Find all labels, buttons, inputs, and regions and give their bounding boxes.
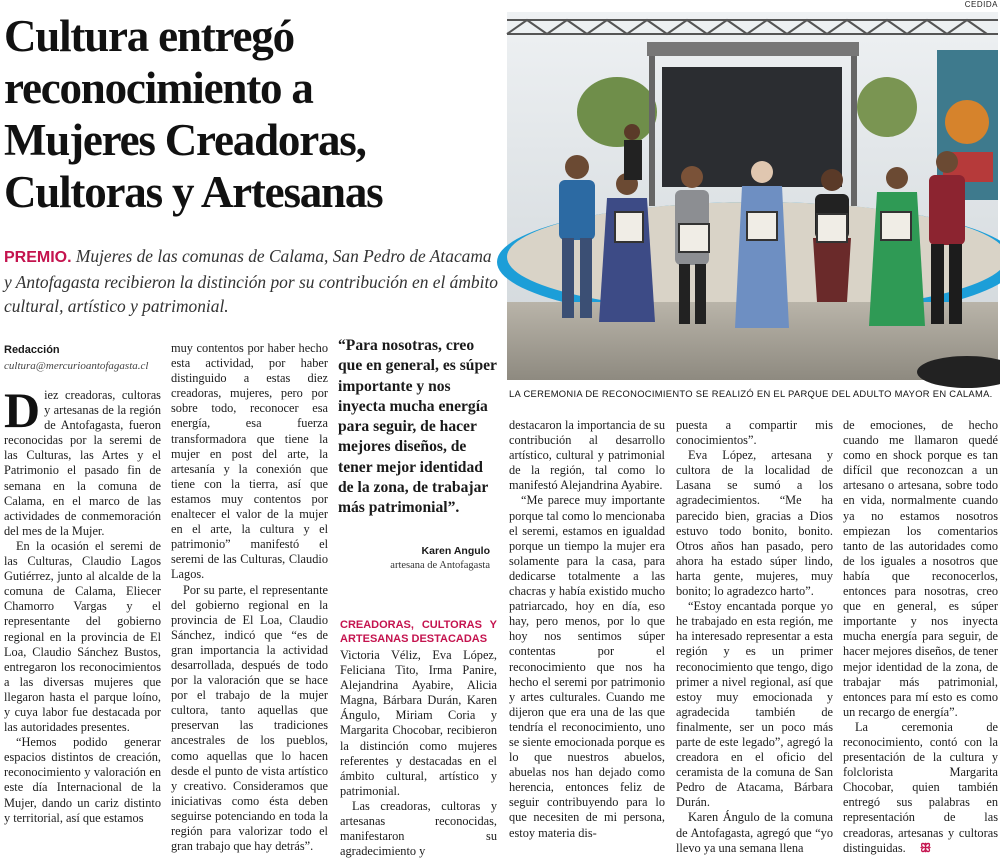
ceremony-photo xyxy=(507,12,998,380)
deck-text: Mujeres de las comunas de Calama, San Pedro de Atacama y Antofagasta recibieron la distinción por su contribución en el ámbito cultural, artístico y patrimonial. xyxy=(4,246,498,316)
column-1 xyxy=(4,382,161,826)
photo-caption: LA CEREMONIA DE RECONOCIMIENTO SE REALIZÓ EN EL PARQUE DEL ADULTO MAYOR EN CALAMA. xyxy=(509,388,993,399)
paragraph: destacaron la importancia de su contribución al desarrollo artístico, cultural y patrimonial de la región, tal como lo manifestó Alejandrina Ayabire. xyxy=(509,418,665,493)
paragraph: de emociones, de hecho cuando me llamaron quedé como en shock porque es tan difícil que reconozcan a un artesano o artesana, sobre todo en vida, normalmente cuando ya no estamos nosotros empiezan los comentarios tanto de las autoridades como de los iguales a nosotros que había que reconocerlos, entonces para nosotras, creo que en general, es súper importante y nos inyecta mucha energía para seguir, de hacer mejores diseños, de tener mejor identidad de la zona, de trabajar más patrimonial, entonces para mí esto es como un recargo de energía”. xyxy=(843,418,998,719)
column-6 xyxy=(843,418,998,856)
paragraph: Victoria Véliz, Eva López, Feliciana Tito, Irma Panire, Alejandrina Ayabire, Alicia Magna, Bárbara Durán, Karen Ángulo, Miriam Coria y Margarita Chocobar, recibieron la distinción como mujeres referentes y destacadas en el ámbito cultural, artístico y patrimonial. xyxy=(340,648,497,798)
paragraph: Por su parte, el representante del gobierno regional en la provincia de El Loa, Claudio Sánchez, indicó que “es de gran importancia la actividad desarrollada, después de todo por la valoración que se hace por el trabajo de la mujer cultora, tanto aquellas que preservan las tradiciones ancestrales de los pueblos, como aquellas que lo hacen desde el punto de vista artístico y creativo. Consideramos que iniciativas como ésta deben seguirse potenciando en toda la región para valorizar todo el gran trabajo que hay detrás”. xyxy=(171,582,328,854)
paragraph: En la ocasión el seremi de las Culturas, Claudio Lagos Gutiérrez, junto al alcalde de la comuna de Calama, Eliecer Chamorro Vargas y el representante del gobierno regional en la provincia de El Loa, Claudio Sánchez Bustos, entregaron los reconocimientos a las diversas mujeres que llegaron hasta el parque loíno, y cuya labor fue destacada por las autoridades presentes. xyxy=(4,538,161,735)
headline-line-3: Mujeres Creadoras, xyxy=(4,115,366,165)
byline-name: Redacción xyxy=(4,344,60,356)
framed-certificate xyxy=(615,212,643,242)
framed-certificate xyxy=(817,214,847,242)
paragraph: Diez creadoras, cultoras y artesanas de la región de Antofagasta, fueron reconocidas por la seremi de las Culturas, las Artes y el Patrimonio el pasado fin de semana en la comuna de Calama, en el marco de las actividades de conmemoración del mes de la Mujer. xyxy=(4,382,161,538)
paragraph: “Estoy encantada porque yo he trabajado en esta región, me ha interesado representar a esta región y es un primer reconocimiento que tengo, digo primer a nivel regional, así que estoy muy emocionada y agradecida también de finalmente, ser un poco más parte de este legado”, agregó la creadora en el oficio del ceramista de la comuna de San Pedro de Atacama, Bárbara Durán. xyxy=(676,599,833,810)
framed-certificate xyxy=(881,212,911,240)
dropcap: D xyxy=(4,382,41,438)
headline-line-2: reconocimiento a xyxy=(4,63,313,113)
paragraph: La ceremonia de reconocimiento, contó con la presentación de la cultura y folclorista Margarita Chocobar, quien también entregó sus palabras en representación de las creadoras, artesanas y cultoras distinguidas. ꕥ xyxy=(843,719,998,855)
deck-kicker: PREMIO. xyxy=(4,249,72,266)
end-mark-icon: ꕥ xyxy=(919,840,932,855)
column-3 xyxy=(340,618,497,859)
paragraph: puesta a compartir mis conocimientos”. xyxy=(676,418,833,448)
paragraph: Las creadoras, cultoras y artesanas reconocidas, manifestaron su agradecimiento y xyxy=(340,798,497,859)
framed-certificate xyxy=(747,212,777,240)
paragraph: muy contentos por haber hecho esta actividad, por haber distinguido a estas diez creadoras, mujeres, pero por sobre todo, reconocer esa energía, esa fuerza transformadora que tiene la mujer en post del arte, la artesanía y la conexión que tiene con la tierra, así que estamos muy contentos por enaltecer el valor de la mujer en el arte, la cultura y el patrimonio” manifestó el seremi de las Culturas, Claudio Lagos. xyxy=(171,341,328,582)
pull-quote: “Para nosotras, creo que en general, es súper importante y nos inyecta mucha energía para seguir, de hacer mejores diseños, de tener mejor identidad de la zona, de trabajar más patrimonial”. xyxy=(338,337,497,517)
deck xyxy=(4,244,501,318)
tree xyxy=(577,77,657,147)
paragraph: Eva López, artesana y cultora de la localidad de Lasana se sumó a los agradecimientos. “Me ha parecido bien, gracias a Dios estuvo todo bonito, bonito. Otros años han pasado, pero ahora ha estado súper lindo, harta gente, mujeres, muy bonito; lo agradezco harto”. xyxy=(676,448,833,599)
headline-line-1: Cultura entregó xyxy=(4,11,294,61)
column-2 xyxy=(171,341,328,854)
pull-quote-author: Karen Angulo xyxy=(421,545,490,557)
paragraph: “Me parece muy importante porque tal como lo mencionaba el seremi, estamos en igualdad porque un tiempo la mujer era solamente para la casa, para dedicarse totalmente a las chacras y había existido mucho patriarcado, hoy en día, eso hay, pero menos, por lo que hoy nos sentimos súper contentas por el reconocimiento que nos ha hecho el seremi por patrimonio y artes culturales. Cuando me dijeron que era una de las que tendría el reconocimiento, uno se siente emocionada porque es lo que nuestros abuelos, abuelas nos han dejado como herencia, entonces feliz de seguir contribuyendo para lo que necesiten de mi persona, estoy materia dis- xyxy=(509,493,665,840)
paragraph: “Hemos podido generar espacios distintos de creación, reconocimiento y valoración en este día Internacional de la Mujer, dando un cariz distinto y territorial, así que estamos xyxy=(4,735,161,825)
headline-line-4: Cultoras y Artesanas xyxy=(4,167,383,217)
photo-credit: CEDIDA xyxy=(964,0,998,9)
column-4 xyxy=(509,418,665,841)
byline-email: cultura@mercurioantofagasta.cl xyxy=(4,360,149,372)
paragraph: Karen Ángulo de la comuna de Antofagasta, agregó que “yo llevo ya una semana llena xyxy=(676,810,833,855)
tree xyxy=(857,77,917,137)
pull-quote-role: artesana de Antofagasta xyxy=(390,560,490,571)
column-5 xyxy=(676,418,833,856)
headline xyxy=(4,10,504,218)
ceremony-photo-illustration xyxy=(507,12,998,380)
stage-truss xyxy=(647,42,859,56)
subhead: CREADORAS, CULTORAS Y ARTESANAS DESTACADAS xyxy=(340,619,497,645)
framed-certificate xyxy=(679,224,709,252)
